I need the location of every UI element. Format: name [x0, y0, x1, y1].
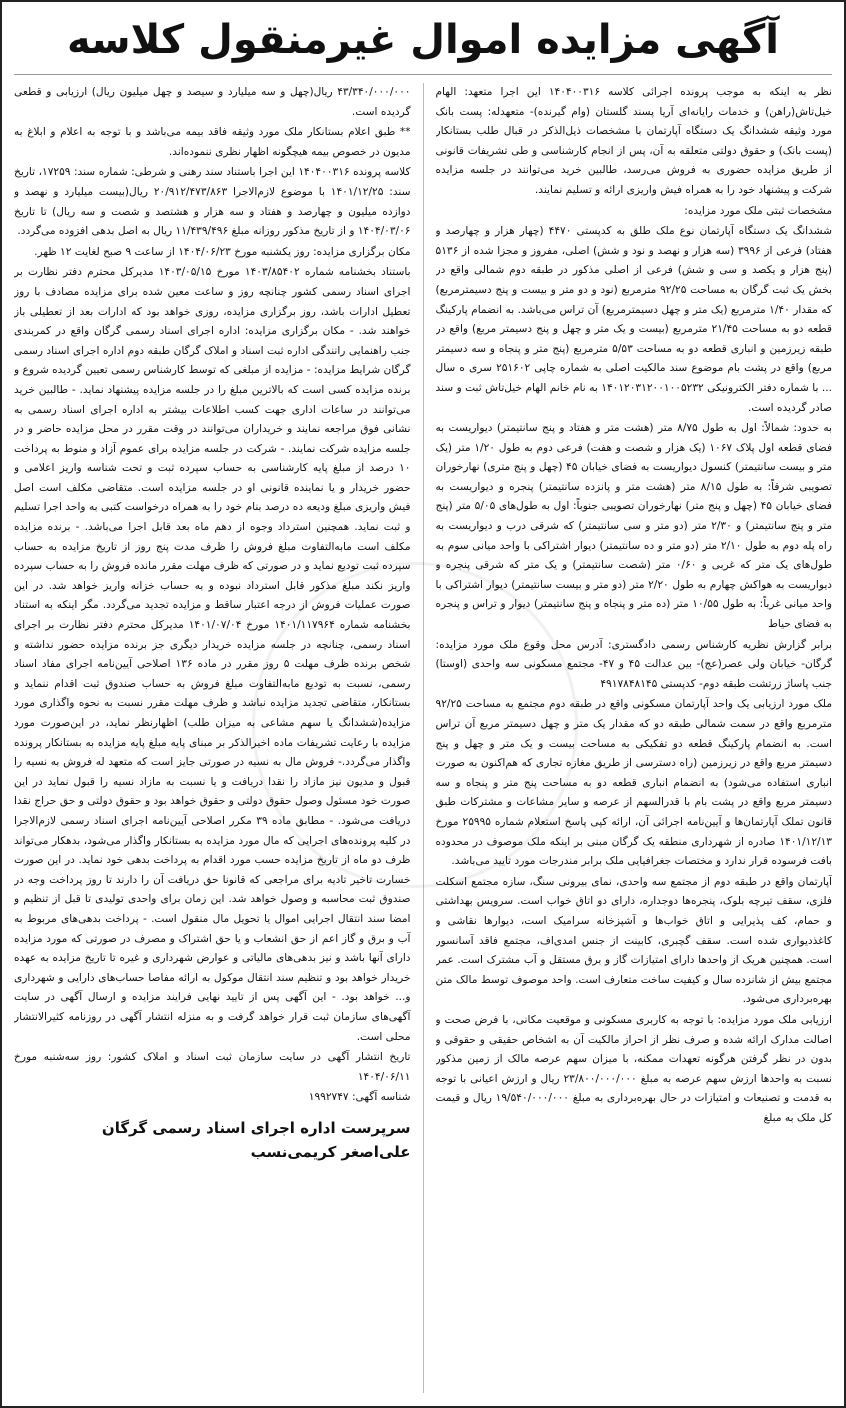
registration-details: ششدانگ یک دستگاه آپارتمان نوع ملک طلق به کدپستی ۴۴۷۰ (چهار هزار و چهارصد و هفتاد) فرعی از ۳۹۹۶ (سه هزار و نهصد و نود و شش) اصلی، مفروز و مجزا شده از ۵۱۳۶ (پنج هزار و یکصد و سی و شش) فرعی از اصلی مذکور در طبقه دوم شمالی واقع در بخش یک ثبت گرگان به مساحت ۹۲/۲۵ مترمربع (نود و دو متر و بیست و پنج دسیمترمربع) که مقدار ۱/۴۰ مترمربع (یک متر و چهل دسیمترمربع) آن تراس می‌باشد. به انضمام پارکینگ قطعه دو به مساحت ۲۱/۴۵ مترمربع (بیست و یک متر و چهل و پنج دسیمتر مربع) واقع در طبقه زیرزمین و انباری قطعه دو به مساحت ۵/۵۳ مترمربع (پنج متر و پنجاه و سه دسیمتر مربع) واقع در پشت بام موضوع سند مالکیت اصلی به شماره چاپی ۲۵۱۶۰۲ سری ه سال ... با شماره دفتر الکترونیکی ۱۴۰۱۲۰۳۱۲۰۰۱۰۰۵۲۳۲ به نام خانم الهام خیل‌تاش ثبت و سند صادر گردیده است.	[435, 225, 832, 414]
valuation-paragraph: ارزیابی ملک مورد مزایده: با توجه به کاربری مسکونی و موقعیت مکانی، با فرض صحت و اصالت مدارک ارائه شده و صرف نظر از احراز مالکیت آن به اشخاص حقیقی و حقوقی و بدون در نظر گرفتن هرگونه تعهدات ممکنه، با میزان سهم عرصه مالک از زمین مذکور نسبت به واحدها ارزش سهم عرصه به مبلغ ۲۳/۸۰۰/۰۰۰/۰۰۰ ریال و ارزش اعیانی با توجه به قدمت و تصنیعات و امتیازات در حال بهره‌برداری به مبلغ ۱۹/۵۴۰/۰۰۰/۰۰۰ ریال و قیمت کل ملک به مبلغ	[435, 1013, 832, 1124]
notice-title: آگهی مزایده اموال غیرمنقول کلاسه	[14, 12, 832, 75]
total-valuation: ۴۳/۳۴۰/۰۰۰/۰۰۰ ریال(چهل و سه میلیارد و سیصد و چهل میلیون ریال) ارزیابی و قطعی گردیده است.	[14, 86, 411, 118]
property-description: ملک مورد ارزیابی یک واحد آپارتمان مسکونی واقع در طبقه دوم مجتمع به مساحت ۹۲/۲۵ مترمربع واقع در سمت شمالی طبقه دو که مقدار یک متر و چهل دسیمتر مربع آن تراس است. به انضمام پارکینگ قطعه دو تفکیکی به مساحت بیست و یک متر و چهل و پنج دسیمتر مربع واقع در زیرزمین (راه دسترسی از طریق مغازه تجاری که هم‌اکنون به صورت انباری استفاده می‌شود) به انضمام انباری قطعه دو به مساحت پنج متر و پنجاه و سه دسیمتر مربع واقع در پشت بام با قدرالسهم از عرصه و سایر مشاعات و مشترکات طبق قانون تملک آپارتمان‌ها و آیین‌نامه اجرائی آن، ارائه کپی پاسخ استعلام شماره ۲۵۹۹۵ مورخ ۱۴۰۱/۱۲/۱۳ صادره از شهرداری منطقه یک گرگان مبنی بر اینکه ملک موصوف در محدوده بافت فرسوده قرار ندارد و مختصات جغرافیایی ملک برابر مندرجات مورد تایید می‌باشد.	[435, 698, 832, 868]
address-paragraph: برابر گزارش نظریه کارشناس رسمی دادگستری: آدرس محل وقوع ملک مورد مزایده: گرگان- خیابان ولی عصر(عج)- بین عدالت ۴۵ و ۴۷- مجتمع مسکونی سه واحدی (اوستا) جنب پاساژ زرتشت طبقه دوم- کدپستی ۴۹۱۷۸۴۸۱۴۵	[435, 638, 832, 690]
registration-heading: مشخصات ثبتی ملک مورد مزایده:	[684, 204, 832, 217]
building-specs: آپارتمان واقع در طبقه دوم از مجتمع سه واحدی، نمای بیرونی سنگ، سازه مجتمع اسکلت فلزی، سقف تیرچه بلوک، پنجره‌ها دوجداره، دارای دو اتاق خواب است. سرویس بهداشتی و حمام، کف پذیرایی و اتاق خواب‌ها و آشپزخانه سرامیک است، دیوارها نقاشی و کاغذدیواری شده است. سقف گچبری، کابینت از جنس امدی‌اف، مجتمع فاقد آسانسور است. همچنین هریک از واحدها دارای امتیازات گاز و برق مستقل و آب مشترک است. عمر مجتمع بیش از شانزده سال و کیفیت ساخت متعارف است. واحد موصوف توسط مالک متن بهره‌برداری می‌شود.	[435, 875, 832, 1006]
signature-name: علی‌اصغر کریمی‌نسب	[250, 1142, 411, 1161]
left-column	[14, 83, 411, 1393]
notice-id: شناسه آگهی: ۱۹۹۲۷۴۷	[308, 1091, 411, 1104]
intro-paragraph: نظر به اینکه به موجب پرونده اجرائی کلاسه ۱۴۰۴۰۰۳۱۶ این اجرا متعهد: الهام خیل‌تاش(راهن) و خدمات رایانه‌ای آریا پسند گلستان (وام گیرنده)- متعهدله: پست بانک مورد وثیقه ششدانگ یک دستگاه آپارتمان با مشخصات ذیل‌الذکر در قبال طلب بستانکار (پست بانک) و حقوق دولتی متعلقه به آن، پس از انجام کارشناسی و طی تشریفات قانونی از طریق مزایده حضوری به فروش می‌رسد، طالبین خرید می‌توانند در جلسه مزایده شرکت و پیشنهاد خود را به همراه فیش واریزی ارائه و تسلیم نمایند.	[435, 86, 832, 196]
publication-date: تاریخ انتشار آگهی در سایت سازمان ثبت اسناد و املاک کشور: روز سه‌شنبه مورخ ۱۴۰۴/۰۶/۱۱	[14, 1051, 411, 1083]
column-divider	[423, 83, 424, 1393]
auction-time: مکان برگزاری مزایده: روز یکشنبه مورخ ۱۴۰۴/۰۶/۲۳ از ساعت ۹ صبح لغایت ۱۲ ظهر.	[34, 245, 411, 258]
right-column	[436, 83, 833, 1393]
signature-office: سرپرست اداره اجرای اسناد رسمی گرگان	[101, 1118, 411, 1137]
case-details: کلاسه پرونده ۱۴۰۴۰۰۳۱۶ این اجرا باستناد سند رهنی و شرطی: شماره سند: ۱۷۲۵۹، تاریخ سند: ۱۴۰۱/۱۲/۲۵ با موضوع لازم‌الاجرا ۲۰/۹۱۲/۴۷۳/۸۶۳ ریال(بیست میلیارد و نهصد و دوازده میلیون و چهارصد و هفتاد و سه هزار و هشتصد و شصت و سه ریال) تا تاریخ ۱۴۰۴/۰۳/۰۶ و از تاریخ مذکور روزانه مبلغ ۱۱/۴۳۹/۴۹۶ ریال به اصل بدهی افزوده می‌گردد.	[14, 166, 411, 238]
boundaries-paragraph: به حدود: شمالاً: اول به طول ۸/۷۵ متر (هشت متر و هفتاد و پنج سانتیمتر) دیواریست به فضای قطعه اول پلاک ۱۰۶۷ (یک هزار و شصت و هفت) فرعی دوم به طول ۱/۲۰ متر (یک متر و بیست سانتیمتر) کنسول دیواریست به فضای خیابان ۴۵ (چهل و پنج متری) نهارخوران تصویبی شرقاً: به طول ۸/۱۵ متر (هشت متر و پانزده سانتیمتر) پنجره و دیواریست به فضای خیابان ۴۵ (چهل و پنج متر) نهارخوران تصویبی جنوباً: اول به طول‌های ۵/۰۵ متر (پنج متر و پنج سانتیمتر) و ۲/۳۰ متر (دو متر و سی سانتیمتر) که شرقی درب و دیواریست به راه پله دوم به طول ۲/۱۰ متر (دو متر و ده سانتیمتر) دیوار اشتراکی با واحد میانی سوم به طول‌های یک متر که غربی و ۰/۶۰ متر (شصت سانتیمتر) و یک متر که شرقی پنجره و دیواریست به هواکش چهارم به طول ۲/۲۰ متر (دو متر و بیست سانتیمتر) دیوار اشتراکی با واحد میانی غرباً: به طول ۱۰/۵۵ متر (ده متر و پنجاه و پنج سانتیمتر) دیوار و تراس و پنجره به فضای حیاط	[435, 422, 832, 631]
signature-block	[14, 1116, 411, 1164]
notice-body	[14, 83, 832, 1393]
insurance-note: ** طبق اعلام بستانکار ملک مورد وثیقه فاقد بیمه می‌باشد و با توجه به اعلام و ابلاغ به مدیون در خصوص بیمه هیچگونه اظهار نظری ننموده‌اند.	[14, 126, 411, 158]
auction-conditions: باستناد بخشنامه شماره ۱۴۰۳/۸۵۴۰۲ مورخ ۱۴۰۳/۰۵/۱۵ مدیرکل محترم دفتر نظارت بر اجرای اسناد رسمی کشور چنانچه روز و ساعت معین شده برای مزایده مصادف با روز تعطیل ادارات باشد، روز برگزاری مزایده، روزی خواهد بود که ادارات بعد از تعطیلی باز خواهند شد. - مکان برگزاری مزایده: اداره اجرای اسناد رسمی گرگان واقع در کمربندی جنب راهنمایی رانندگی اداره ثبت اسناد و املاک گرگان طبقه دوم اداره اجرای اسناد رسمی گرگان شرایط مزایده: - مزایده از مبلغی که توسط کارشناس رسمی تعیین گردیده شروع و برنده مزایده کسی است که بالاترین مبلغ را در جلسه مزایده پیشنهاد نماید. - طالبین خرید می‌توانند در ساعات اداری جهت کسب اطلاعات بیشتر به اداره اجرای اسناد رسمی به نشانی فوق مراجعه نمایند و خریداران می‌توانند در وقت مقرر در محل مزایده حاضر و در جلسه مزایده شرکت نمایند. - شرکت در جلسه مزایده برای عموم آزاد و منوط به پرداخت ۱۰ درصد از مبلغ پایه کارشناسی به حساب سپرده ثبت و تحت شناسه واریز اعلامی و حضور خریدار و یا نماینده قانونی او در جلسه مزایده است. متقاضی مکلف است اصل فیش واریزی مبلغ ودیعه ده درصد بنام خود را به همراه درخواست کتبی به واحد اجرا تسلیم و ثبت نماید. همچنین استرداد وجوه از دهم ماه بعد قابل اجرا می‌باشد. - برنده مزایده مکلف است مابه‌التفاوت مبلغ فروش را ظرف مدت پنج روز از تاریخ مزایده به حساب سپرده ثبت تودیع نماید و در صورتی که ظرف مهلت مقرر مانده فروش را به حساب سپرده واریز نکند مبلغ مذکور قابل استرداد نبوده و به حساب خزانه واریز خواهد شد. در این صورت عملیات فروش از درجه اعتبار ساقط و مزایده تجدید می‌گردد. مگر اینکه به استناد بخشنامه شماره ۱۴۰۱/۱۱۷۹۶۴ مورخ ۱۴۰۱/۰۷/۰۴ مدیرکل محترم دفتر نظارت بر اجرای اسناد رسمی، چنانچه در جلسه مزایده خریدار دیگری جز برنده مزایده حضور نداشته و شخص برنده ظرف مهلت ۵ روز مقرر در ماده ۱۳۶ اصلاحی آیین‌نامه اجرای مفاد اسناد رسمی، نسبت به تودیع مابه‌التفاوت مبلغ فروش به حساب صندوق ثبت اقدام ننماید و بستانکار، متقاضی تجدید مزایده نباشد و ظرف مهلت مقرر نسبت به نحوه واگذاری مورد مزایده(ششدانگ یا سهم مشاعی به میزان طلب) اظهارنظر نماید، در این‌صورت مورد مزایده با رعایت تشریفات ماده اخیرالذکر بر مبنای پایه مبلغ پایه مزایده به بستانکار پرونده واگذار می‌گردد.- فروش مال به نسیه در صورتی جایز است که متعهد له فروش به نسیه را قبول و مدیون نیز مازاد را نقدا دریافت و یا نسبت به مازاد نسیه را قبول نماید در این صورت خود مسئول وصول حقوق دولتی و حقوق خواهد بود و حقوق دولتی و حق حراج نقدا دریافت می‌شود. - مطابق ماده ۳۹ مکرر اصلاحی آیین‌نامه اجرای اسناد رسمی لازم‌الاجرا در کلیه پرونده‌های اجرایی که مال مورد مزایده به بستانکار واگذار می‌شود، بدهکار می‌تواند ظرف دو ماه از تاریخ مزایده حسب مورد اقدام به پرداخت بدهی خود نماید. در این صورت خسارت تاخیر تادیه برای مراجعی که قانونا حق دریافت آن را دارند تا روز پرداخت وجه در صندوق ثبت محاسبه و وصول خواهد شد. این زمان برای واحدی تولیدی تا قبل از تنظیم و امضا سند انتقال اجرایی اموال یا تحویل مال منقول است. - پرداخت بدهی‌های مربوط به آب و برق و گاز اعم از حق انشعاب و یا حق اشتراک و مصرف در صورتی که مورد مزایده دارای آنها باشد و نیز بدهی‌های مالیاتی و عوارض شهرداری و غیره تا تاریخ مزایده به عهده خریدار خواهد بود و تنظیم سند انتقال موکول به ارائه مفاصا حساب‌های دارایی و شهرداری و... خواهد بود. - این آگهی پس از تایید نهایی فرایند مزایده و ارسال آگهی در سایت آگهی‌های سازمان ثبت قرار خواهد گرفت و به منزله انتشار آگهی در روزنامه کثیرالانتشار محلی است.	[14, 266, 411, 1043]
